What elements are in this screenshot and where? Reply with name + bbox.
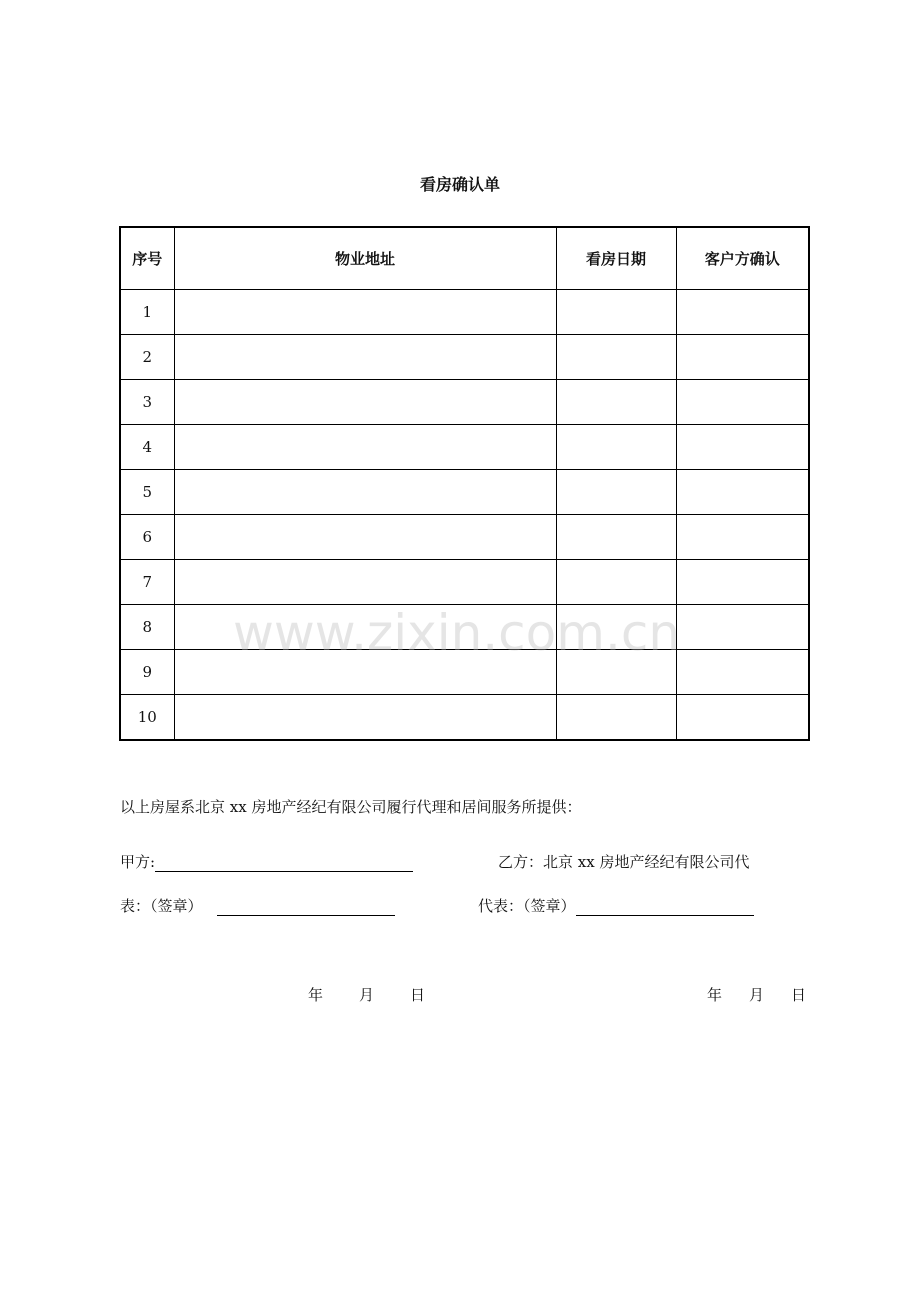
confirm-cell[interactable] bbox=[676, 515, 809, 560]
confirm-cell[interactable] bbox=[676, 425, 809, 470]
rep-a-label: 表：（签章） bbox=[120, 897, 203, 915]
table-row bbox=[120, 290, 809, 335]
party-a-label: 甲方: bbox=[120, 853, 156, 871]
table-row bbox=[120, 560, 809, 605]
rep-b-line bbox=[478, 895, 754, 916]
table-row bbox=[120, 380, 809, 425]
row-number: 9 bbox=[120, 650, 174, 695]
address-cell[interactable] bbox=[174, 515, 556, 560]
table-row bbox=[120, 515, 809, 560]
party-b-label: 乙方：北京 xx 房地产经纪有限公司代 bbox=[498, 853, 750, 871]
row-number: 7 bbox=[120, 560, 174, 605]
date-cell[interactable] bbox=[556, 470, 676, 515]
address-cell[interactable] bbox=[174, 695, 556, 741]
header-confirm: 客户方确认 bbox=[676, 227, 809, 290]
rep-b-label: 代表：（签章） bbox=[478, 897, 576, 915]
table-row bbox=[120, 605, 809, 650]
row-number: 3 bbox=[120, 380, 174, 425]
date-b-year: 年 bbox=[707, 986, 723, 1004]
confirm-cell[interactable] bbox=[676, 470, 809, 515]
confirm-cell[interactable] bbox=[676, 335, 809, 380]
watermark: www.zixin.com.cn bbox=[233, 604, 681, 662]
date-cell[interactable] bbox=[556, 290, 676, 335]
table-row bbox=[120, 425, 809, 470]
viewing-table bbox=[119, 226, 810, 741]
party-b-line bbox=[498, 851, 749, 872]
statement-text: 以上房屋系北京 xx 房地产经纪有限公司履行代理和居间服务所提供： bbox=[120, 798, 582, 816]
address-cell[interactable] bbox=[174, 470, 556, 515]
row-number: 2 bbox=[120, 335, 174, 380]
table-row bbox=[120, 695, 809, 741]
row-number: 1 bbox=[120, 290, 174, 335]
date-cell[interactable] bbox=[556, 380, 676, 425]
confirm-cell[interactable] bbox=[676, 380, 809, 425]
date-a-year: 年 bbox=[308, 986, 324, 1004]
confirm-cell[interactable] bbox=[676, 605, 809, 650]
date-cell[interactable] bbox=[556, 605, 676, 650]
address-cell[interactable] bbox=[174, 605, 556, 650]
row-number: 5 bbox=[120, 470, 174, 515]
date-cell[interactable] bbox=[556, 695, 676, 741]
row-number: 8 bbox=[120, 605, 174, 650]
header-seq: 序号 bbox=[120, 227, 174, 290]
date-b bbox=[707, 984, 806, 1005]
date-a-day: 日 bbox=[410, 986, 426, 1004]
date-a bbox=[308, 984, 425, 1005]
party-a-line bbox=[120, 851, 413, 872]
address-cell[interactable] bbox=[174, 650, 556, 695]
header-date: 看房日期 bbox=[556, 227, 676, 290]
table-header-row bbox=[120, 227, 809, 290]
party-a-blank[interactable] bbox=[155, 856, 413, 872]
confirm-cell[interactable] bbox=[676, 695, 809, 741]
row-number: 6 bbox=[120, 515, 174, 560]
rep-b-signature-blank[interactable] bbox=[576, 900, 754, 916]
header-address: 物业地址 bbox=[174, 227, 556, 290]
table-row bbox=[120, 470, 809, 515]
date-cell[interactable] bbox=[556, 425, 676, 470]
confirm-cell[interactable] bbox=[676, 290, 809, 335]
date-b-day: 日 bbox=[791, 986, 807, 1004]
rep-a-line bbox=[120, 895, 395, 916]
address-cell[interactable] bbox=[174, 380, 556, 425]
row-number: 4 bbox=[120, 425, 174, 470]
row-number: 10 bbox=[120, 695, 174, 741]
date-cell[interactable] bbox=[556, 335, 676, 380]
address-cell[interactable] bbox=[174, 425, 556, 470]
table-row bbox=[120, 650, 809, 695]
table-row bbox=[120, 335, 809, 380]
confirm-cell[interactable] bbox=[676, 650, 809, 695]
address-cell[interactable] bbox=[174, 290, 556, 335]
confirm-cell[interactable] bbox=[676, 560, 809, 605]
address-cell[interactable] bbox=[174, 560, 556, 605]
address-cell[interactable] bbox=[174, 335, 556, 380]
date-cell[interactable] bbox=[556, 650, 676, 695]
rep-a-signature-blank[interactable] bbox=[217, 900, 395, 916]
date-cell[interactable] bbox=[556, 560, 676, 605]
date-a-month: 月 bbox=[359, 986, 375, 1004]
date-cell[interactable] bbox=[556, 515, 676, 560]
document-title: 看房确认单 bbox=[419, 175, 500, 194]
date-b-month: 月 bbox=[749, 986, 765, 1004]
